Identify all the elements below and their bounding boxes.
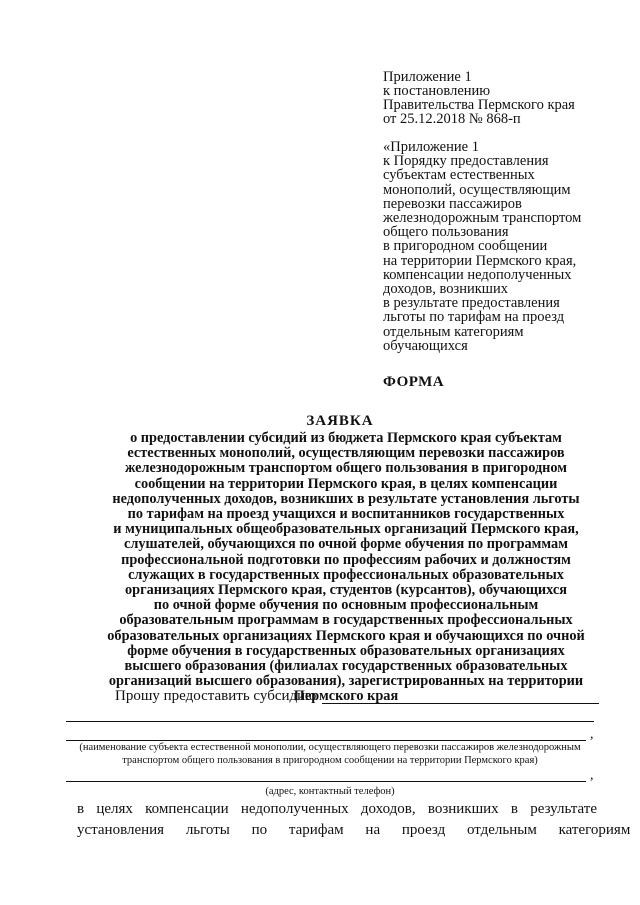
address-phone-caption: (адрес, контактный телефон): [265, 786, 395, 797]
body-paragraph-line: установления льготы по тарифам на проезд отдельным категориям: [77, 822, 631, 838]
appendix-order-line: железнодорожным транспортом: [383, 210, 582, 227]
appendix-line: Правительства Пермского края: [383, 97, 575, 113]
appendix-order-line: субъектам естественных: [383, 167, 535, 184]
appendix-line: Приложение 1: [383, 69, 472, 85]
subject-name-blank-line-1[interactable]: [66, 721, 594, 722]
comma-mark: ,: [590, 768, 594, 783]
comma-mark: ,: [590, 727, 594, 742]
subject-name-blank-line-2[interactable]: [66, 740, 586, 741]
appendix-order-line: обучающихся: [383, 337, 468, 354]
document-title-body: [66, 431, 626, 705]
title-body-line: слушателей, обучающихся по очной форме обучения по программам: [124, 536, 568, 553]
subsidy-amount-blank[interactable]: [322, 703, 599, 704]
appendix-order-line: компенсации недополученных: [383, 266, 572, 283]
appendix-order-line: в результате предоставления: [383, 295, 560, 312]
title-body-line: образовательных организациях Пермского края и обучающихся по очной: [107, 627, 585, 644]
appendix-line: от 25.12.2018 № 868-п: [383, 111, 521, 127]
title-body-line: недополученных доходов, возникших в результате установления льготы: [112, 490, 580, 507]
request-subsidy-text: Прошу предоставить субсидию: [115, 688, 317, 704]
appendix-order-line: к Порядку предоставления: [383, 153, 549, 170]
form-label: ФОРМА: [383, 374, 445, 390]
title-body-line: по тарифам на проезд учащихся и воспитанников государственных: [127, 506, 565, 523]
title-body-line: профессиональной подготовки по профессиям рабочих и должностям: [121, 551, 571, 568]
title-body-line: железнодорожным транспортом общего пользования в пригородном: [124, 460, 568, 477]
appendix-order-line: на территории Пермского края,: [383, 252, 577, 269]
title-body-line: о предоставлении субсидий из бюджета Пермского края субъектам: [130, 430, 562, 446]
title-body-line: естественных монополий, осуществляющим перевозки пассажиров: [127, 445, 565, 462]
title-body-line: организациях Пермского края, студентов (курсантов), обучающихся: [125, 582, 567, 599]
appendix-order-line: льготы по тарифам на проезд: [383, 309, 565, 326]
appendix-order-line: в пригородном сообщении: [383, 238, 548, 255]
caption-line: (наименование субъекта естественной монополии, осуществляющего перевозки пассажиров железнодорожным: [79, 742, 581, 753]
address-phone-blank[interactable]: [66, 781, 586, 782]
appendix-order-line: монополий, осуществляющим: [383, 181, 571, 198]
appendix-order-line: перевозки пассажиров: [383, 195, 522, 212]
title-body-line: форме обучения в государственных образовательных организациях: [127, 642, 565, 659]
appendix-line: к постановлению: [383, 83, 491, 99]
subject-name-caption: [66, 742, 594, 767]
appendix-resolution-reference: [383, 70, 623, 126]
appendix-order-line: отдельным категориям: [383, 323, 524, 340]
title-body-line: и муниципальных общеобразовательных организаций Пермского края,: [113, 521, 579, 538]
appendix-order-reference: [383, 140, 623, 353]
body-paragraph-line: в целях компенсации недополученных доходов, возникших в результате: [77, 801, 597, 817]
title-body-line: по очной форме обучения по основным профессиональным: [153, 597, 539, 614]
caption-line: транспортом общего пользования в пригородном сообщении на территории Пермского края): [122, 754, 538, 766]
title-body-line: высшего образования (филиалах государственных образовательных: [124, 658, 568, 675]
appendix-order-line: общего пользования: [383, 224, 509, 241]
title-body-line: сообщении на территории Пермского края, в целях компенсации: [134, 475, 558, 492]
title-body-line: Пермского края: [293, 688, 399, 705]
title-body-line: образовательным программам в государственных профессиональных: [119, 612, 573, 629]
document-title: ЗАЯВКА: [306, 413, 374, 429]
appendix-order-line: доходов, возникших: [383, 281, 508, 298]
title-body-line: служащих в государственных профессиональных образовательных: [128, 566, 564, 583]
title-body-line: организаций высшего образования), зарегистрированных на территории: [108, 673, 584, 690]
appendix-order-line: «Приложение 1: [383, 139, 479, 155]
